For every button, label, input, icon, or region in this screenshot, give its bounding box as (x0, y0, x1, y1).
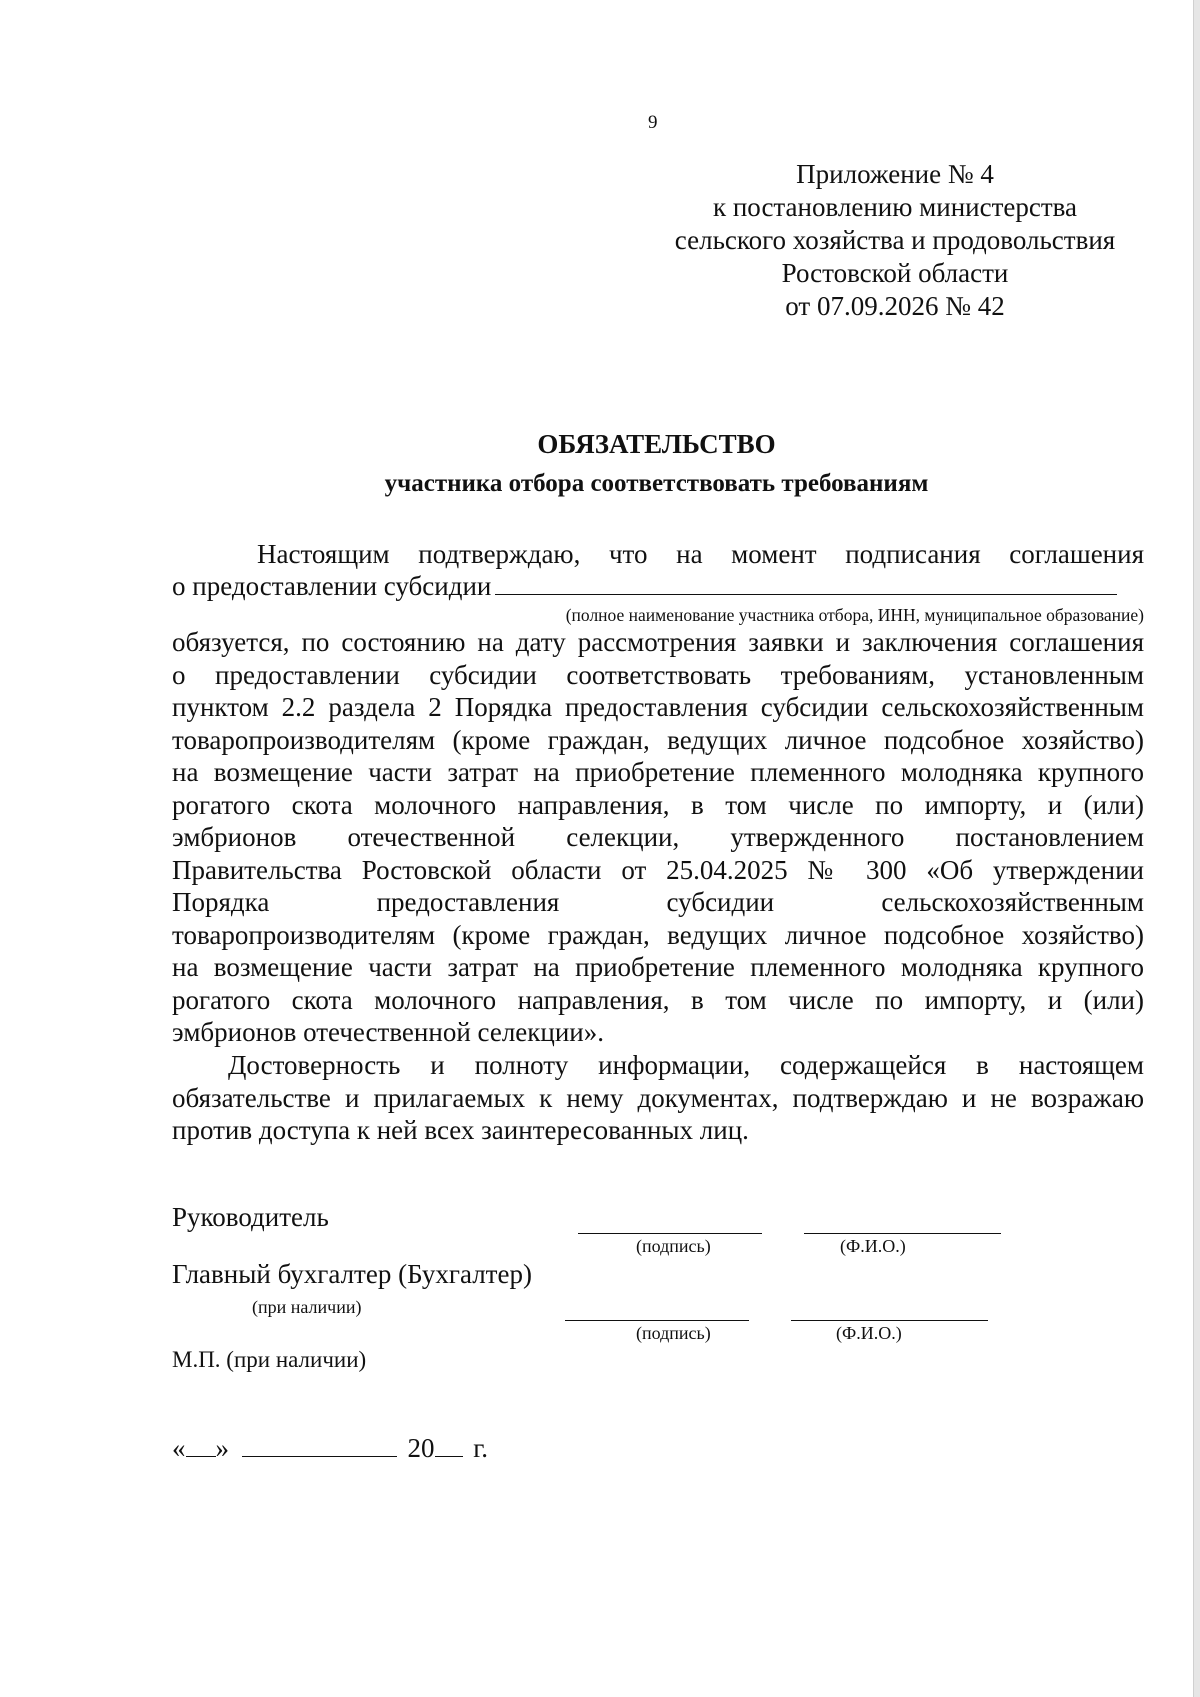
text-line: против доступа к ней всех заинтересованных лиц. (172, 1115, 749, 1145)
annex-line: Приложение № 4 (796, 159, 994, 189)
text-line: обязуется, по состоянию на дату рассмотрения заявки и заключения соглашения (172, 627, 1144, 657)
annex-line: от 07.09.2026 № 42 (785, 291, 1005, 321)
text-line: пунктом 2.2 раздела 2 Порядка предоставления субсидии сельскохозяйственным (172, 692, 1144, 722)
text-line: рогатого скота молочного направления, в том числе по импорту, и (или) (172, 984, 1144, 1015)
paragraph-2 (172, 1049, 1144, 1147)
accountant-note: (при наличии) (252, 1297, 362, 1317)
accountant-label: Главный бухгалтер (Бухгалтер) (172, 1259, 532, 1289)
head-signature-line[interactable] (578, 1233, 762, 1234)
annex-line: к постановлению министерства (712, 192, 1078, 222)
day-field[interactable] (186, 1434, 216, 1457)
text-line: товаропроизводителям (кроме граждан, ведущих личное подсобное хозяйство) (172, 919, 1144, 950)
annex-line: Ростовской области (781, 258, 1009, 288)
document-title (170, 424, 1143, 504)
text-line: Правительства Ростовской области от 25.04.2025 № 300 «Об утверждении (172, 854, 1144, 885)
accountant-name-line[interactable] (791, 1320, 988, 1321)
paragraph-1-second-line (172, 570, 1144, 603)
head-name-line[interactable] (804, 1233, 1001, 1234)
accountant-name-hint: (Ф.И.О.) (836, 1323, 902, 1343)
annex-line: сельского хозяйства и продовольствия (674, 225, 1116, 255)
title-main: ОБЯЗАТЕЛЬСТВО (537, 429, 776, 459)
text-line: на возмещение части затрат на приобретение племенного молодняка крупного (172, 757, 1144, 787)
text-line: о предоставлении субсидии соответствовать требованиям, установленным (172, 659, 1144, 690)
date-line (172, 1433, 488, 1464)
text-line: Достоверность и полноту информации, содержащейся в настоящем (228, 1050, 1144, 1080)
date-close-quote: » (215, 1433, 229, 1463)
annex-header (640, 158, 1150, 323)
text-line: эмбрионов отечественной селекции, утвержденного постановлением (172, 822, 1144, 852)
text-line: рогатого скота молочного направления, в том числе по импорту, и (или) (172, 789, 1144, 820)
head-signature-hint: (подпись) (636, 1236, 711, 1256)
stamp-label: М.П. (при наличии) (172, 1347, 367, 1372)
paragraph-1-first-line (172, 538, 1144, 571)
page-edge (1193, 0, 1200, 1697)
text-line: обязательстве и прилагаемых к нему документах, подтверждаю и не возражаю (172, 1082, 1144, 1113)
year-prefix: 20 (407, 1433, 435, 1463)
text-line: эмбрионов отечественной селекции». (172, 1017, 604, 1047)
accountant-signature-hint: (подпись) (636, 1323, 711, 1343)
title-sub: участника отбора соответствовать требованиям (384, 470, 929, 497)
participant-name-field[interactable] (495, 570, 1117, 595)
head-label: Руководитель (172, 1202, 329, 1232)
text-line: Настоящим подтверждаю, что на момент подписания соглашения (257, 539, 1144, 569)
participant-name-hint: (полное наименование участника отбора, ИНН, муниципальное образование) (565, 605, 1144, 625)
month-field[interactable] (242, 1434, 397, 1457)
year-suffix: г. (473, 1433, 489, 1463)
text-line: Порядка предоставления субсидии сельскохозяйственным (172, 887, 1144, 917)
date-open-quote: « (172, 1433, 186, 1463)
year-field[interactable] (435, 1434, 463, 1457)
paragraph-1 (172, 626, 1144, 1049)
text-line: о предоставлении субсидии (172, 571, 492, 601)
text-line: на возмещение части затрат на приобретение племенного молодняка крупного (172, 952, 1144, 982)
accountant-signature-line[interactable] (565, 1320, 749, 1321)
text-line: товаропроизводителям (кроме граждан, ведущих личное подсобное хозяйство) (172, 724, 1144, 755)
page-number: 9 (648, 112, 658, 133)
head-name-hint: (Ф.И.О.) (840, 1236, 906, 1256)
